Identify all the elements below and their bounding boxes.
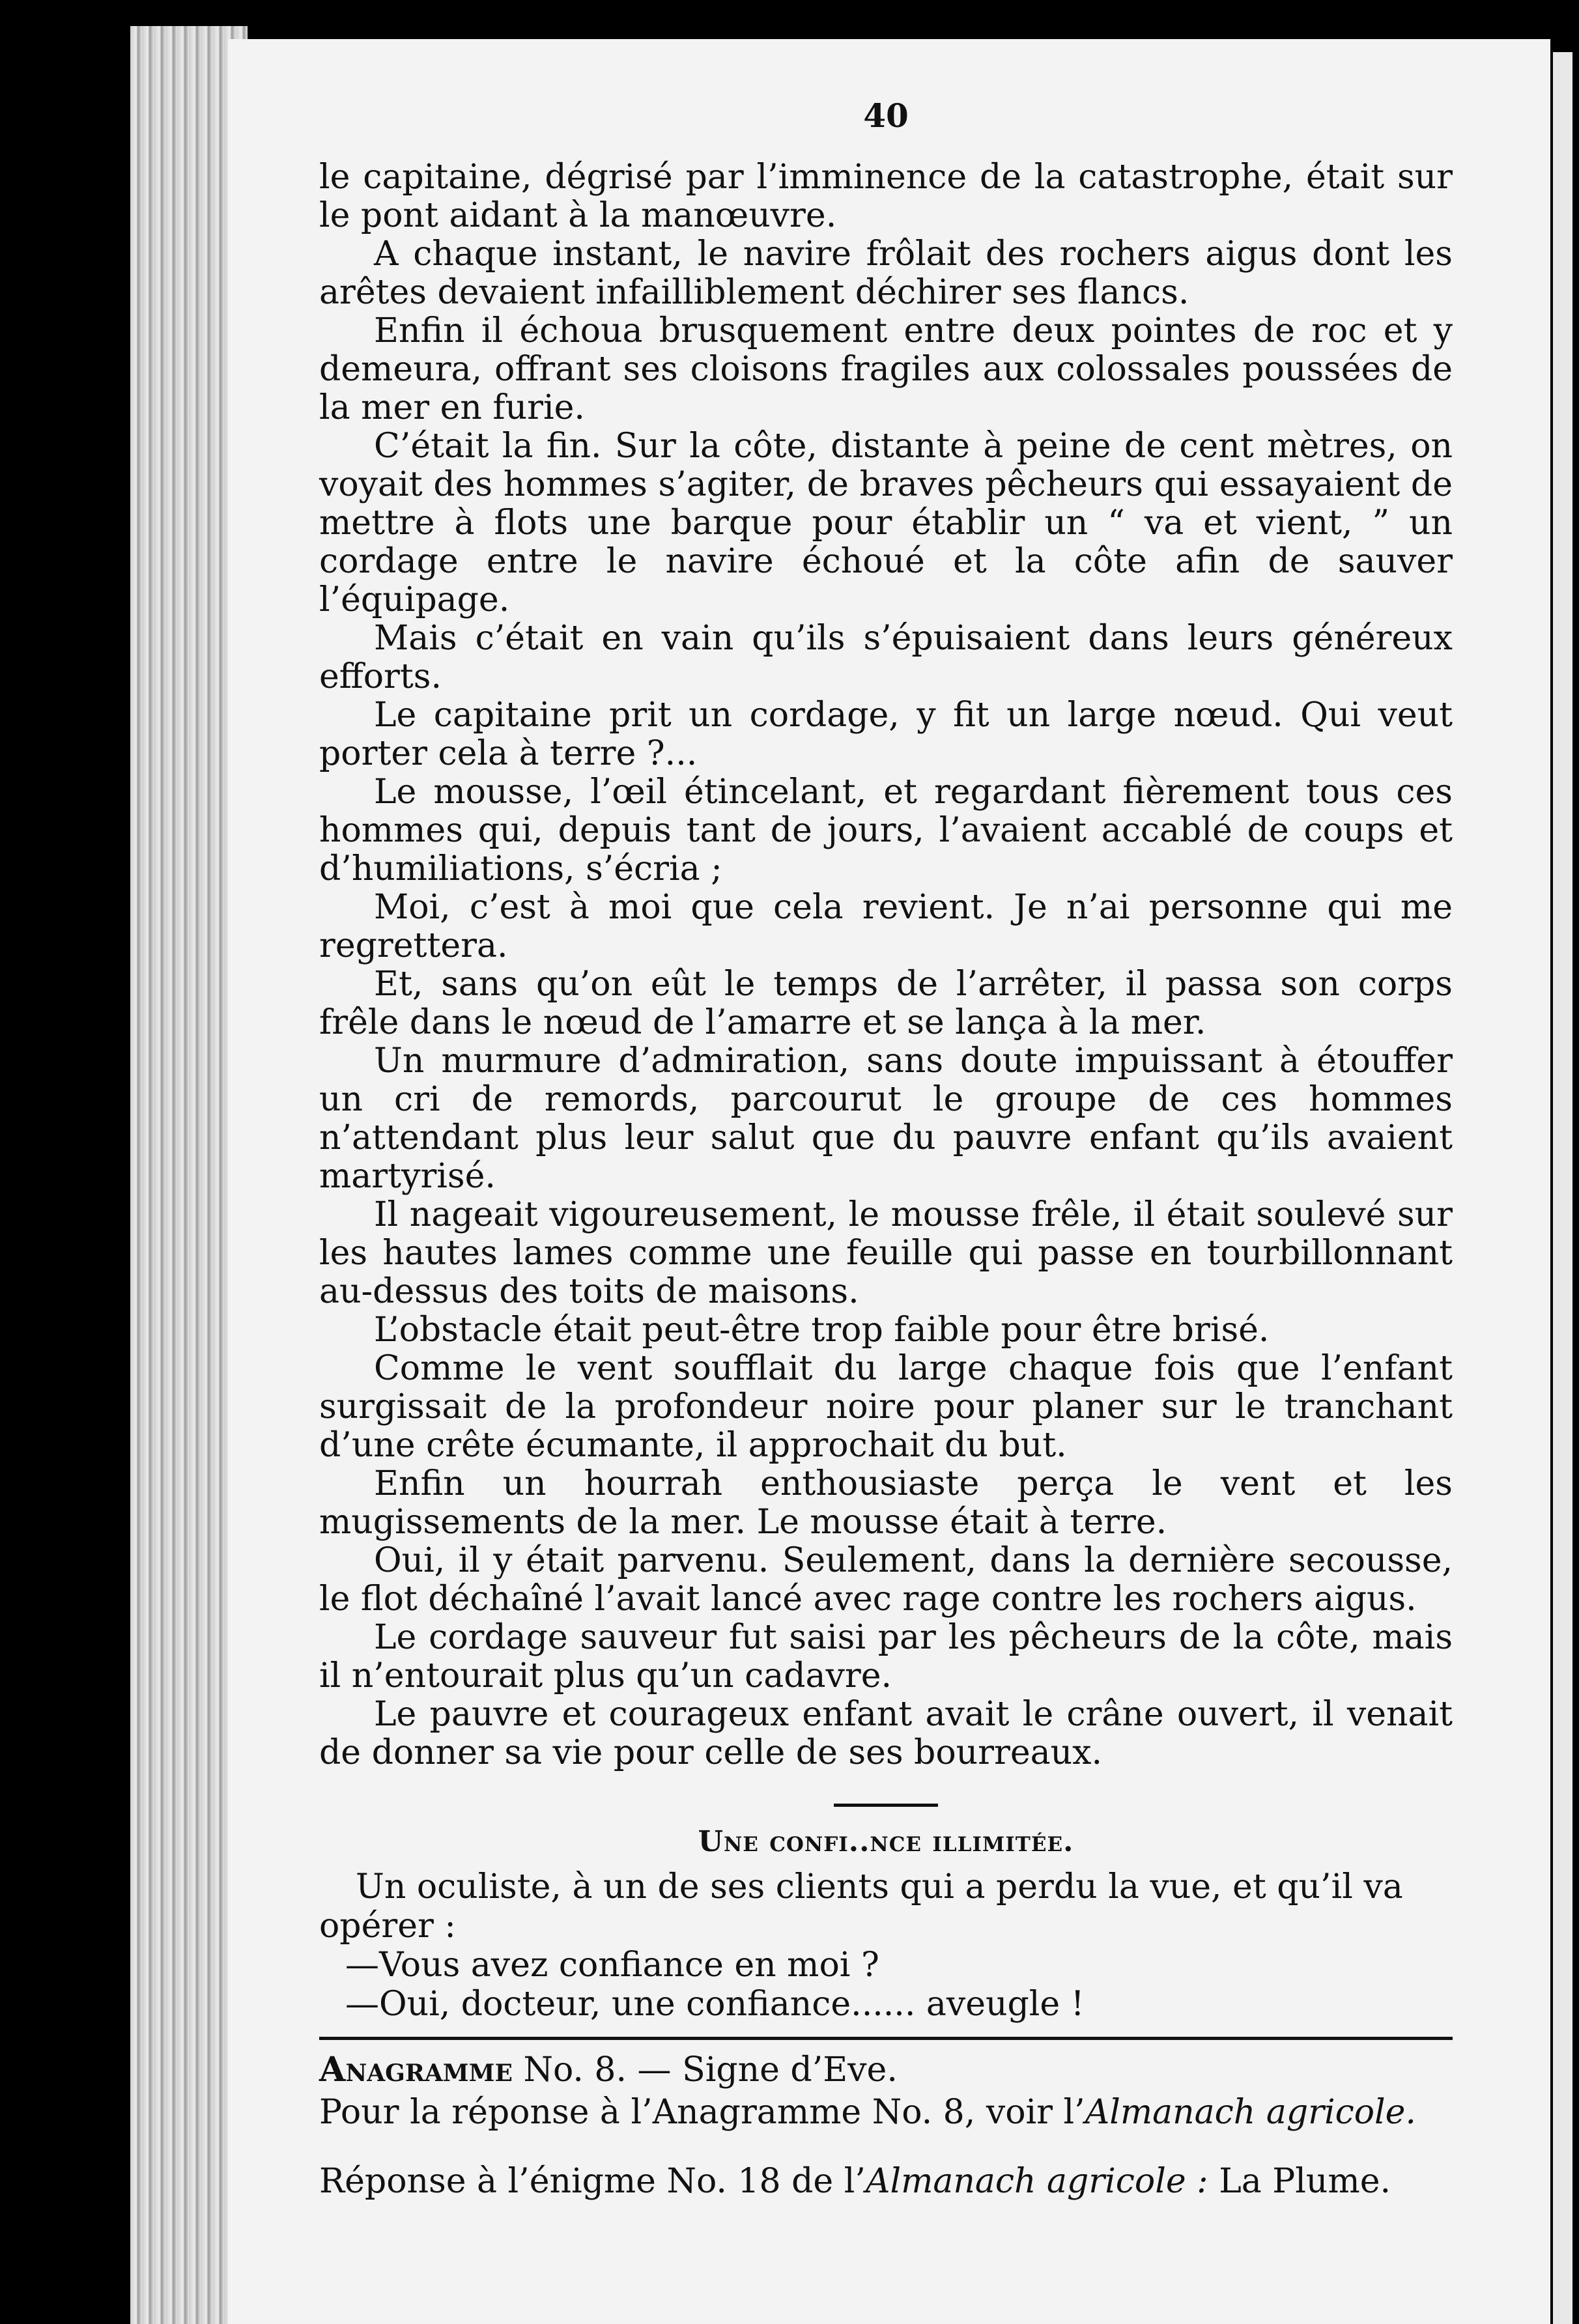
joke-line: —Vous avez confiance en moi ? xyxy=(345,1946,879,1985)
paragraph: Il nageait vigoureusement, le mousse frêle, il était soulevé sur les hautes lames comme une feuille qui passe en tourbillonnant au-dessus des toits de maisons. xyxy=(319,1195,1453,1311)
paragraph: Moi, c’est à moi que cela revient. Je n’ai personne qui me regrettera. xyxy=(319,888,1453,965)
paragraph: C’était la fin. Sur la côte, distante à peine de cent mètres, on voyait des hommes s’agiter, de braves pêcheurs qui essayaient de mettre à flots une barque pour établir un “ va et vient, ” un cordage entre le navire échoué et la côte afin de sauver l’équipage. xyxy=(319,427,1453,619)
page-number: 40 xyxy=(863,96,909,135)
paragraph: Et, sans qu’on eût le temps de l’arrêter, il passa son corps frêle dans le nœud de l’amarre et se lança à la mer. xyxy=(319,965,1453,1042)
book-page xyxy=(228,39,1550,2324)
story-body xyxy=(319,158,1453,1772)
enigme-solution: La Plume. xyxy=(1208,2162,1391,2201)
anagram-line xyxy=(319,2049,1453,2091)
paragraph: Le cordage sauveur fut saisi par les pêcheurs de la côte, mais il n’entourait plus qu’un cadavre. xyxy=(319,1618,1453,1695)
anagram-answer xyxy=(319,2091,1453,2134)
almanach-reference: Almanach agricole. xyxy=(1085,2093,1416,2132)
section-divider xyxy=(834,1804,938,1807)
paragraph: Comme le vent soufflait du large chaque fois que l’enfant surgissait de la profondeur noire pour planer sur le tranchant d’une crête écumante, il approchait du but. xyxy=(319,1349,1453,1465)
enigme-answer xyxy=(319,2160,1453,2203)
anagram-text: No. 8. — Signe d’Eve. xyxy=(512,2050,898,2090)
paragraph: Le capitaine prit un cordage, y fit un large nœud. Qui veut porter cela à terre ?... xyxy=(319,696,1453,773)
enigme-answer-text: Réponse à l’énigme No. 18 de l’ xyxy=(319,2162,866,2201)
joke-block xyxy=(319,1867,1453,2024)
next-page-edge xyxy=(1553,52,1572,2324)
paragraph: le capitaine, dégrisé par l’imminence de la catastrophe, était sur le pont aidant à la manœuvre. xyxy=(319,158,1453,235)
joke-intro: Un oculiste, à un de ses clients qui a perdu la vue, et qu’il va opérer : xyxy=(319,1867,1403,1946)
almanach-reference: Almanach agricole : xyxy=(865,2162,1208,2201)
anagram-label: Anagramme xyxy=(319,2050,513,2090)
paragraph: Un murmure d’admiration, sans doute impuissant à étouffer un cri de remords, parcourut le groupe de ces hommes n’attendant plus leur salut que du pauvre enfant qu’ils avaient martyrisé. xyxy=(319,1042,1453,1196)
paragraph: A chaque instant, le navire frôlait des rochers aigus dont les arêtes devaient infailliblement déchirer ses flancs. xyxy=(319,234,1453,312)
anagram-answer-text: Pour la réponse à l’Anagramme No. 8, voir l’ xyxy=(319,2093,1085,2132)
paragraph: Mais c’était en vain qu’ils s’épuisaient dans leurs généreux efforts. xyxy=(319,619,1453,696)
footer-divider xyxy=(319,2037,1453,2040)
section-title: Une confi..nce illimitée. xyxy=(698,1825,1074,1858)
joke-line: —Oui, docteur, une confiance...... aveugle ! xyxy=(345,1985,1085,2024)
paragraph: Le mousse, l’œil étincelant, et regardant fièrement tous ces hommes qui, depuis tant de jours, l’avaient accablé de coups et d’humiliations, s’écria ; xyxy=(319,772,1453,888)
paragraph: Le pauvre et courageux enfant avait le crâne ouvert, il venait de donner sa vie pour celle de ses bourreaux. xyxy=(319,1695,1453,1772)
paragraph: Oui, il y était parvenu. Seulement, dans la dernière secousse, le flot déchaîné l’avait lancé avec rage contre les rochers aigus. xyxy=(319,1541,1453,1619)
paragraph: L’obstacle était peut-être trop faible pour être brisé. xyxy=(374,1311,1270,1350)
paragraph: Enfin il échoua brusquement entre deux pointes de roc et y demeura, offrant ses cloisons fragiles aux colossales poussées de la mer en furie. xyxy=(319,311,1453,427)
paragraph: Enfin un hourrah enthousiaste perça le vent et les mugissements de la mer. Le mousse était à terre. xyxy=(319,1464,1453,1542)
answers-block xyxy=(319,2091,1453,2203)
